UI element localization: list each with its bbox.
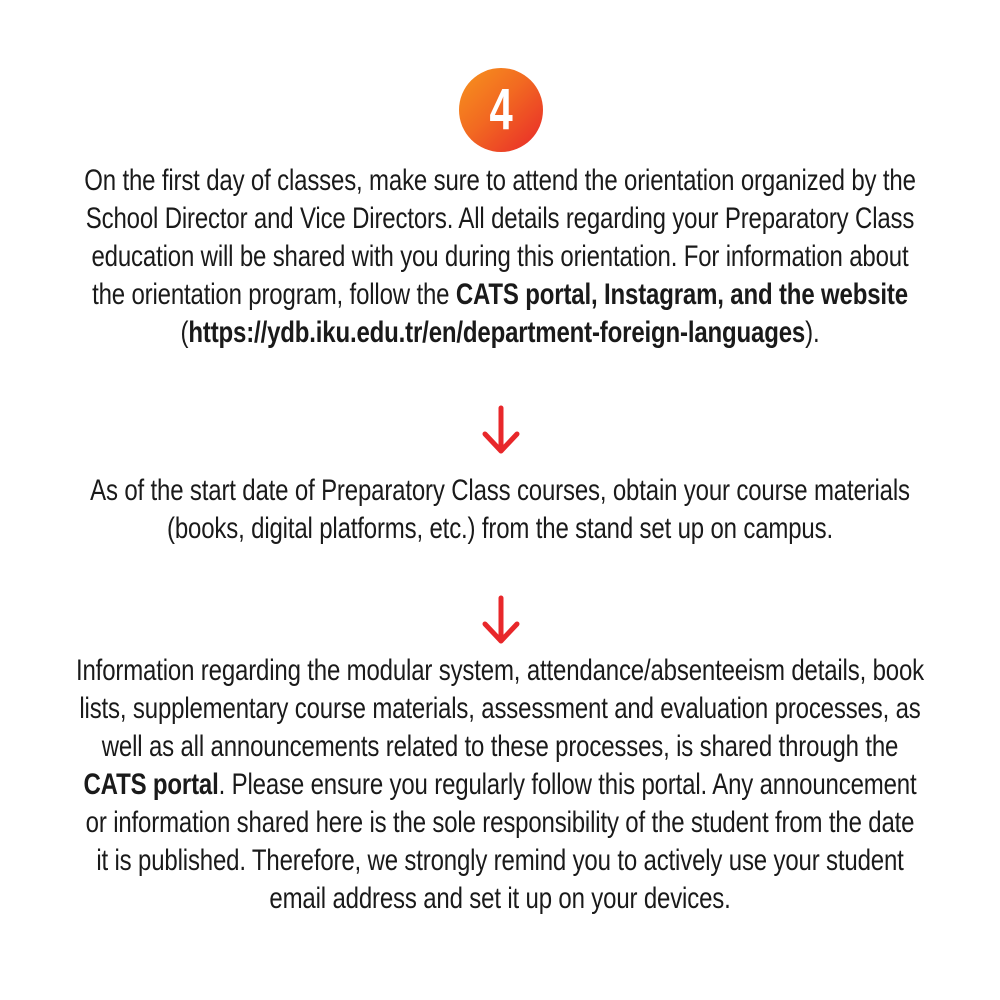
bold-text-segment: https://ydb.iku.edu.tr/en/department-foreign-languages bbox=[188, 316, 806, 349]
text-line bbox=[0, 766, 1000, 804]
step-number: 4 bbox=[489, 77, 513, 142]
text-segment: . Please ensure you regularly follow this portal. Any announcement bbox=[218, 768, 917, 801]
step-number-badge bbox=[459, 68, 543, 152]
text-segment: well as all announcements related to these processes, is shared through the bbox=[101, 730, 899, 763]
text-segment: As of the start date of Preparatory Class courses, obtain your course materials bbox=[90, 474, 910, 507]
text-segment: lists, supplementary course materials, assessment and evaluation processes, as bbox=[79, 692, 921, 725]
text-line bbox=[0, 314, 1000, 352]
text-segment: email address and set it up on your devices. bbox=[269, 882, 731, 915]
text-segment: (books, digital platforms, etc.) from the stand set up on campus. bbox=[167, 512, 833, 545]
bold-text-segment: CATS portal bbox=[83, 768, 219, 801]
text-line bbox=[0, 728, 1000, 766]
text-line bbox=[0, 690, 1000, 728]
down-arrow-icon bbox=[479, 594, 523, 646]
text-line bbox=[0, 162, 1000, 200]
text-line bbox=[0, 276, 1000, 314]
text-segment: ). bbox=[805, 316, 820, 349]
cats-portal-paragraph-text bbox=[0, 652, 1000, 918]
text-line bbox=[0, 472, 1000, 510]
text-line bbox=[0, 200, 1000, 238]
down-arrow-icon bbox=[479, 404, 523, 456]
text-segment: Information regarding the modular system, attendance/absenteeism details, book bbox=[75, 654, 925, 687]
text-line bbox=[0, 238, 1000, 276]
text-line bbox=[0, 652, 1000, 690]
text-segment: ( bbox=[180, 316, 189, 349]
text-segment: On the first day of classes, make sure to attend the orientation organized by the bbox=[84, 164, 916, 197]
orientation-paragraph-text bbox=[0, 162, 1000, 352]
text-segment: or information shared here is the sole responsibility of the student from the date bbox=[85, 806, 915, 839]
text-segment: it is published. Therefore, we strongly remind you to actively use your student bbox=[96, 844, 904, 877]
text-line bbox=[0, 804, 1000, 842]
orientation-paragraph bbox=[0, 162, 1000, 352]
bold-text-segment: CATS portal, Instagram, and the website bbox=[455, 278, 908, 311]
course-materials-paragraph-text bbox=[0, 472, 1000, 548]
course-materials-paragraph bbox=[0, 472, 1000, 548]
text-segment: the orientation program, follow the bbox=[92, 278, 456, 311]
text-line bbox=[0, 880, 1000, 918]
text-line bbox=[0, 842, 1000, 880]
text-segment: education will be shared with you during this orientation. For information about bbox=[91, 240, 909, 273]
cats-portal-paragraph bbox=[0, 652, 1000, 918]
text-line bbox=[0, 510, 1000, 548]
text-segment: School Director and Vice Directors. All details regarding your Preparatory Class bbox=[85, 202, 915, 235]
